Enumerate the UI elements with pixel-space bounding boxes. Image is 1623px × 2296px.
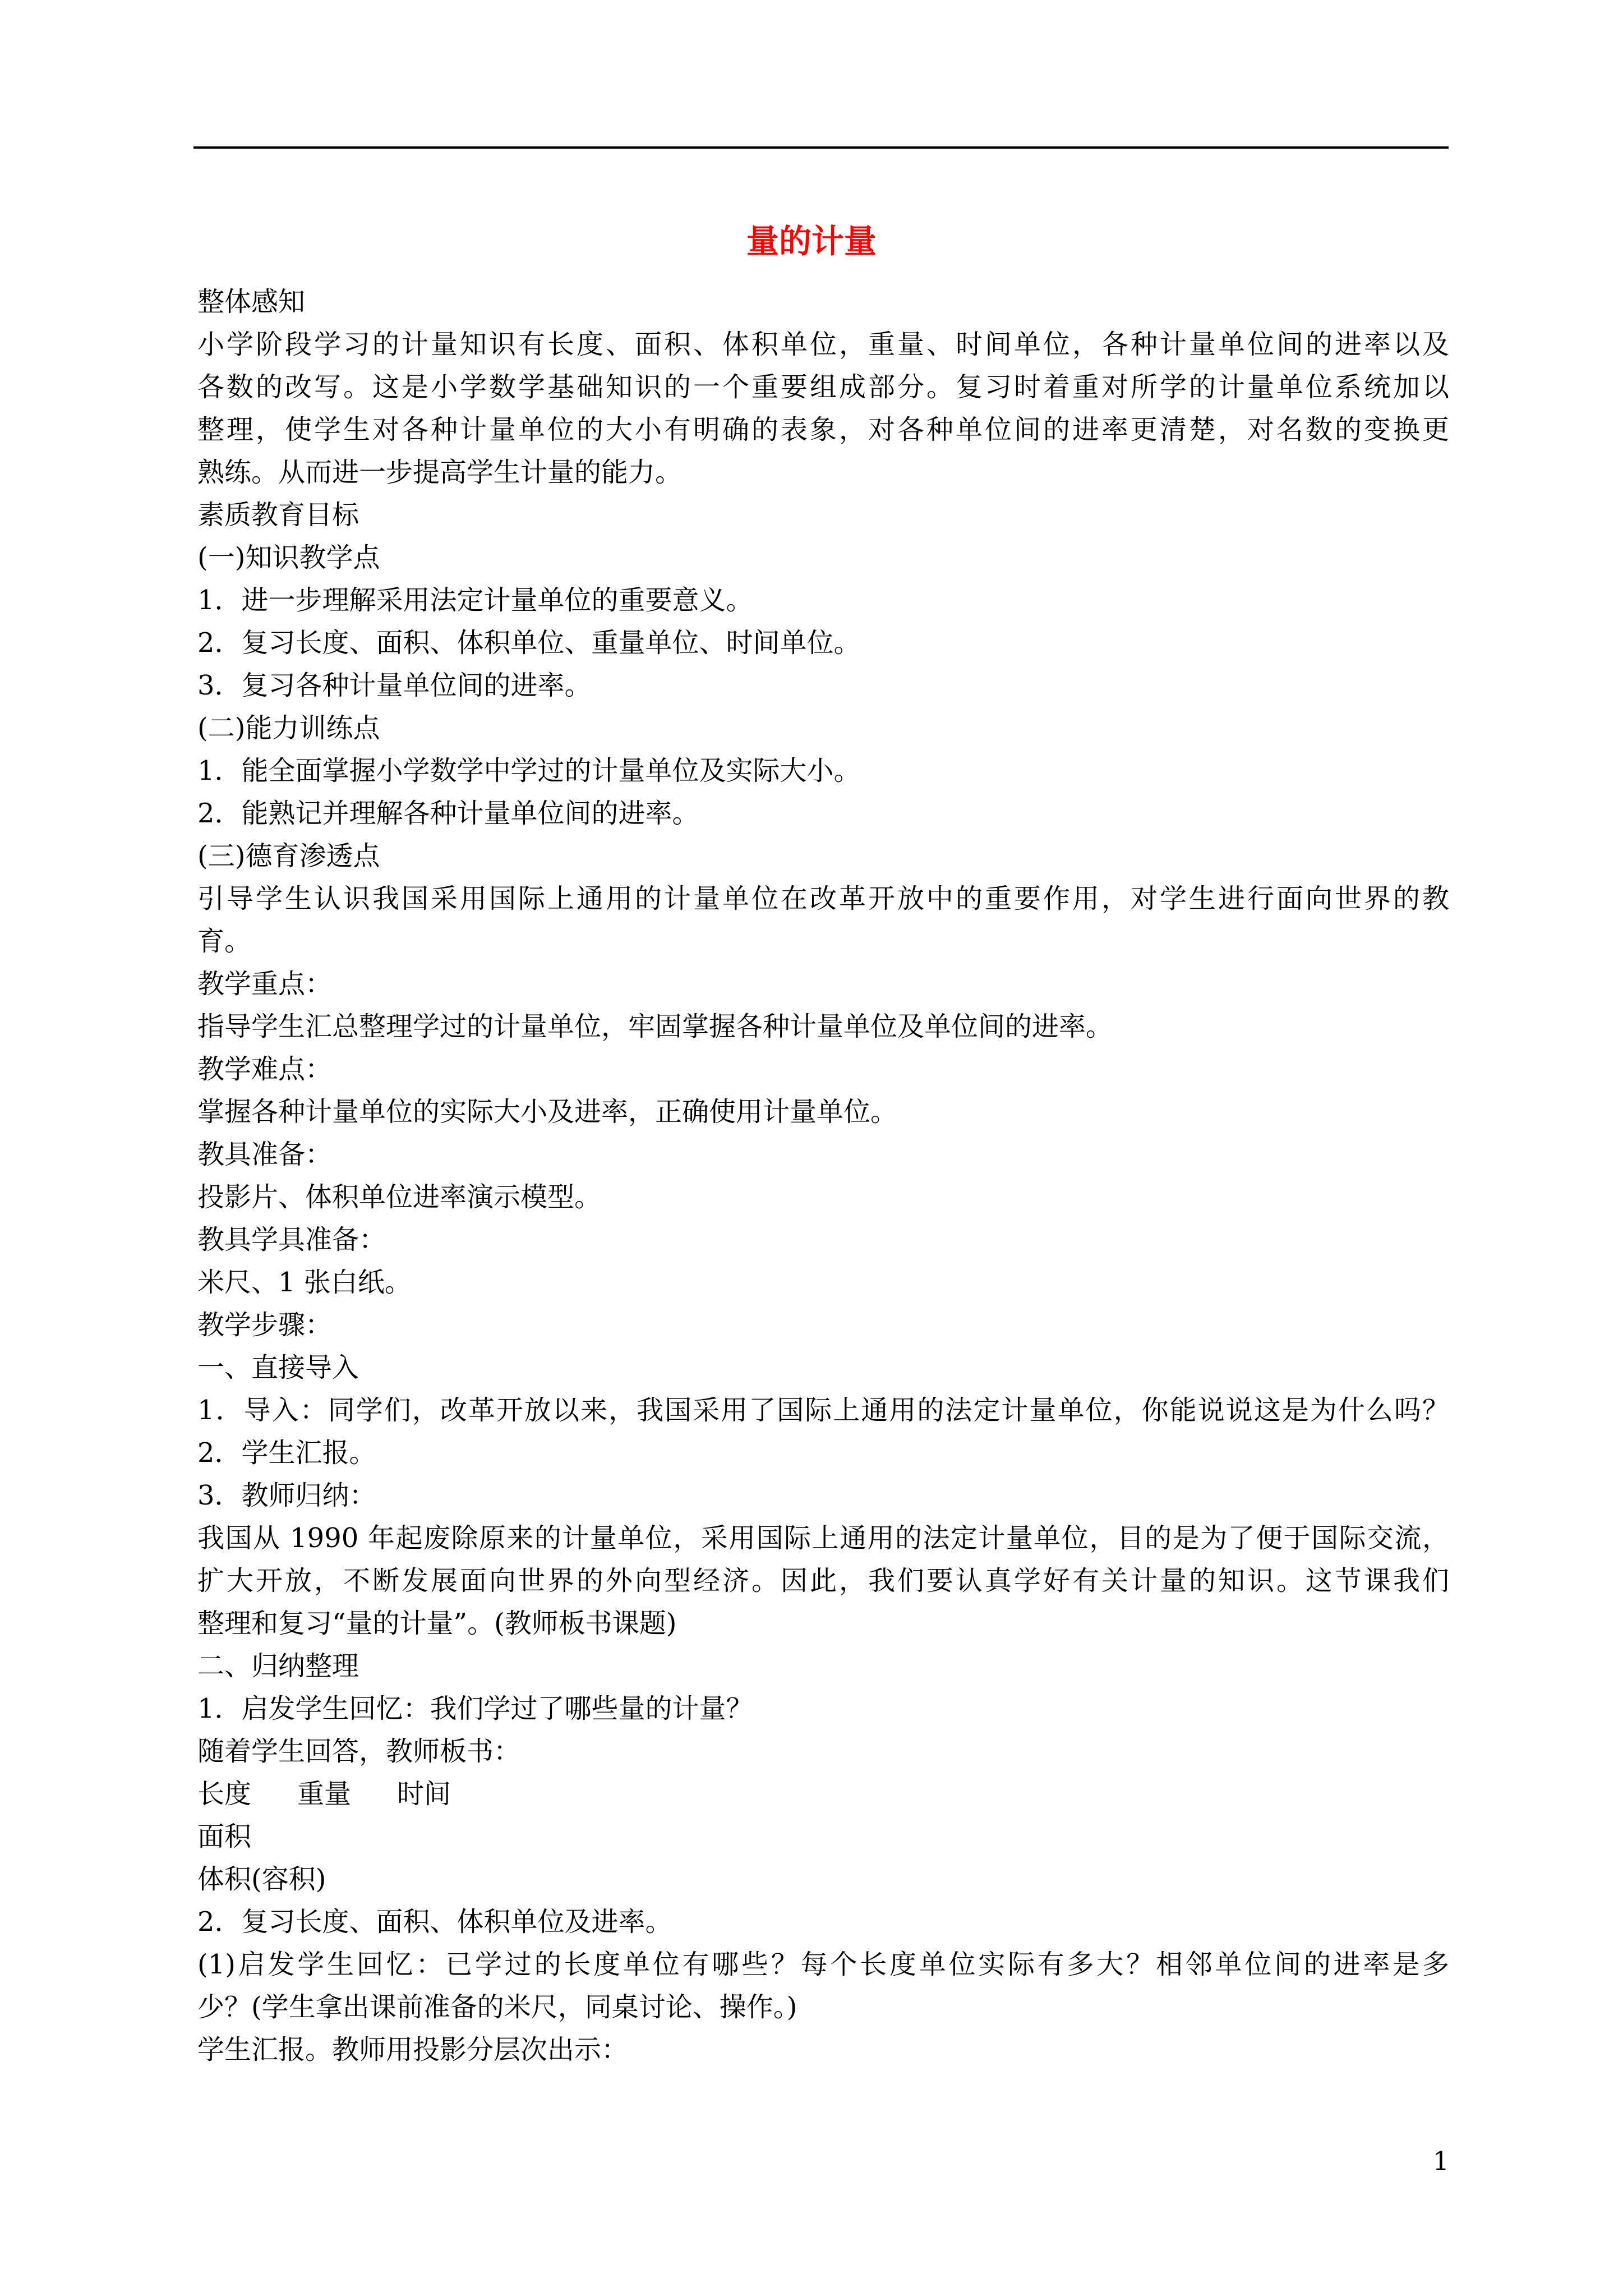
text-line: 1．能全面掌握小学数学中学过的计量单位及实际大小。 <box>197 755 861 786</box>
body-section-review <box>197 1815 1449 2071</box>
text-line: 2．复习长度、面积、体积单位、重量单位、时间单位。 <box>197 627 861 659</box>
text-line: 教学重点： <box>197 968 333 1000</box>
text-line: 3．教师归纳： <box>197 1480 376 1511</box>
page-number: 1 <box>1432 2146 1449 2176</box>
text-line: (一)知识教学点 <box>197 542 380 573</box>
text-line: 2．学生汇报。 <box>197 1437 376 1469</box>
text-line: 2．复习长度、面积、体积单位及进率。 <box>197 1906 672 1938</box>
text-line: 各数的改写。这是小学数学基础知识的一个重要组成部分。复习时着重对所学的计量单位系统加以 <box>197 371 1449 403</box>
text-line: 整理和复习“量的计量”。(教师板书课题) <box>197 1608 677 1639</box>
body-section-intro <box>197 280 1449 1773</box>
board-item-time: 时间 <box>397 1778 451 1810</box>
document-title: 量的计量 <box>746 222 877 260</box>
text-line: 1．启发学生回忆：我们学过了哪些量的计量？ <box>197 1693 753 1724</box>
document-body <box>197 280 1449 2071</box>
board-item-weight: 重量 <box>297 1778 352 1810</box>
text-line: 3．复习各种计量单位间的进率。 <box>197 670 592 701</box>
text-line: 整体感知 <box>197 286 306 318</box>
text-line: 掌握各种计量单位的实际大小及进率，正确使用计量单位。 <box>197 1096 898 1128</box>
text-line: 米尺、1 张白纸。 <box>197 1267 412 1298</box>
text-line: 指导学生汇总整理学过的计量单位，牢固掌握各种计量单位及单位间的进率。 <box>197 1011 1113 1042</box>
text-line: 投影片、体积单位进率演示模型。 <box>197 1181 602 1213</box>
board-item-length: 长度 <box>197 1778 252 1810</box>
text-line: 1．进一步理解采用法定计量单位的重要意义。 <box>197 585 753 616</box>
text-line: 随着学生回答，教师板书： <box>197 1736 521 1767</box>
text-line: 小学阶段学习的计量知识有长度、面积、体积单位，重量、时间单位，各种计量单位间的进率以及 <box>197 329 1449 360</box>
text-line: 体积(容积) <box>197 1864 326 1895</box>
text-line: 面积 <box>197 1821 252 1852</box>
text-line: 育。 <box>197 926 252 957</box>
text-line: 熟练。从而进一步提高学生计量的能力。 <box>197 457 683 488</box>
text-line: 1．导入：同学们，改革开放以来，我国采用了国际上通用的法定计量单位，你能说说这是为什么吗？ <box>197 1395 1449 1426</box>
text-line: 引导学生认识我国采用国际上通用的计量单位在改革开放中的重要作用，对学生进行面向世界的教 <box>197 883 1449 914</box>
text-line: 扩大开放，不断发展面向世界的外向型经济。因此，我们要认真学好有关计量的知识。这节课我们 <box>197 1565 1449 1596</box>
header-rule <box>193 146 1449 149</box>
text-line: 教学难点： <box>197 1053 333 1085</box>
text-line: 少？(学生拿出课前准备的米尺，同桌讨论、操作。) <box>197 1991 797 2023</box>
text-line: 我国从 1990 年起废除原来的计量单位，采用国际上通用的法定计量单位，目的是为了便于国际交流， <box>197 1522 1449 1554</box>
text-line: 整理，使学生对各种计量单位的大小有明确的表象，对各种单位间的进率更清楚，对名数的变换更 <box>197 414 1449 445</box>
board-row <box>197 1773 1449 1815</box>
text-line: 素质教育目标 <box>197 499 359 531</box>
text-line: 一、直接导入 <box>197 1352 359 1383</box>
text-line: (1)启发学生回忆：已学过的长度单位有哪些？每个长度单位实际有多大？相邻单位间的进率是多 <box>197 1949 1449 1980</box>
text-line: 学生汇报。教师用投影分层次出示： <box>197 2034 629 2065</box>
text-line: 教具学具准备： <box>197 1224 386 1255</box>
text-line: (三)德育渗透点 <box>197 840 380 872</box>
text-line: 教具准备： <box>197 1139 333 1170</box>
text-line: 二、归纳整理 <box>197 1650 359 1682</box>
text-line: 教学步骤： <box>197 1309 333 1341</box>
text-line: 2．能熟记并理解各种计量单位间的进率。 <box>197 798 699 829</box>
text-line: (二)能力训练点 <box>197 712 380 744</box>
